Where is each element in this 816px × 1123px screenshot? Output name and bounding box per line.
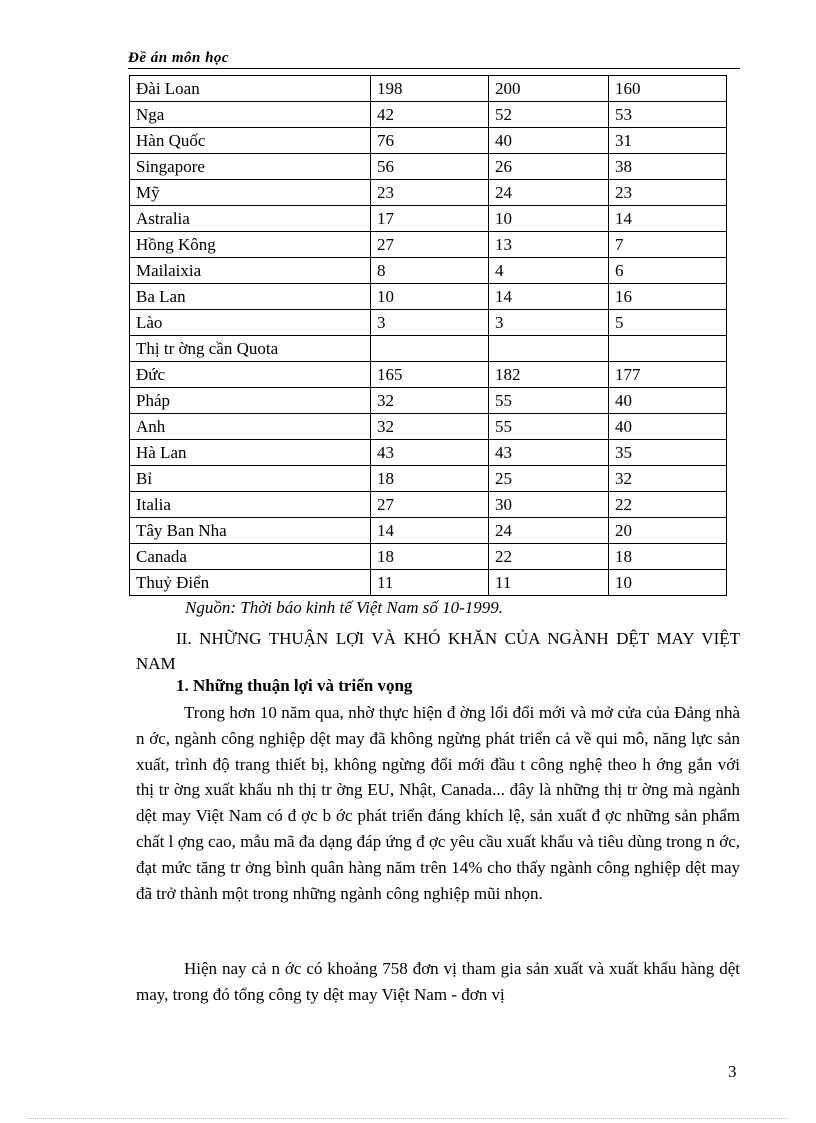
table-cell-market: Bỉ xyxy=(130,466,371,492)
table-row xyxy=(130,362,727,388)
subsection-heading: 1. Những thuận lợi và triển vọng xyxy=(176,676,413,695)
table-cell-value: 177 xyxy=(609,362,727,388)
table-cell-value: 160 xyxy=(609,76,727,102)
table-cell-market: Thuỷ Điển xyxy=(130,570,371,596)
table-cell-value xyxy=(371,336,489,362)
table-cell-market: Astralia xyxy=(130,206,371,232)
table-cell-value: 6 xyxy=(609,258,727,284)
table-cell-value xyxy=(489,336,609,362)
table-cell-value: 165 xyxy=(371,362,489,388)
table-body xyxy=(130,76,727,596)
table-cell-value: 25 xyxy=(489,466,609,492)
table-cell-value: 40 xyxy=(609,388,727,414)
table-cell-market: Mỹ xyxy=(130,180,371,206)
table-cell-market: Đức xyxy=(130,362,371,388)
table-cell-market: Ba Lan xyxy=(130,284,371,310)
table-cell-value: 4 xyxy=(489,258,609,284)
table-cell-value: 32 xyxy=(371,388,489,414)
body-paragraph: Trong hơn 10 năm qua, nhờ thực hiện đ ờng lối đổi mới và mở cửa của Đảng nhà n ớc, ngành công nghiệp dệt may đã không ngừng phát triển cả về qui mô, năng lực sản xuất, trình độ trang thiết bị, không ngừng đổi mới đầu t công nghệ theo h ớng gắn với thị tr ờng xuất khẩu nh thị tr ờng EU, Nhật, Canada... đây là những thị tr ờng mà ngành dệt may Việt Nam có đ ợc b ớc phát triển đáng khích lệ, sản xuất đ ợc những sản phẩm chất l ợng cao, mẫu mã đa dạng đáp ứng đ ợc yêu cầu xuất khẩu và tiêu dùng trong n ớc, đạt mức tăng tr ởng bình quân hàng năm trên 14% cho thấy ngành công nghiệp dệt may đã trở thành một trong những ngành công nghiệp mũi nhọn. xyxy=(136,703,740,903)
table-row xyxy=(130,154,727,180)
table-cell-value: 24 xyxy=(489,180,609,206)
table-cell-value: 198 xyxy=(371,76,489,102)
table-cell-value: 13 xyxy=(489,232,609,258)
table-cell-market: Hà Lan xyxy=(130,440,371,466)
table-cell-value: 56 xyxy=(371,154,489,180)
table-row xyxy=(130,258,727,284)
page-header-title: Đề án môn học xyxy=(128,50,230,66)
export-market-table xyxy=(129,75,727,596)
table-cell-value: 53 xyxy=(609,102,727,128)
table-cell-market: Hồng Kông xyxy=(130,232,371,258)
table-cell-value: 11 xyxy=(371,570,489,596)
table-cell-value: 16 xyxy=(609,284,727,310)
table-cell-value: 23 xyxy=(371,180,489,206)
table-cell-value: 55 xyxy=(489,414,609,440)
page-number: 3 xyxy=(728,1062,737,1081)
table-cell-value: 23 xyxy=(609,180,727,206)
table-cell-value: 182 xyxy=(489,362,609,388)
table-cell-market: Singapore xyxy=(130,154,371,180)
body-paragraph: Hiện nay cả n ớc có khoảng 758 đơn vị tham gia sản xuất và xuất khẩu hàng dệt may, trong đó tổng công ty dệt may Việt Nam - đơn vị xyxy=(136,959,740,1004)
table-cell-value: 10 xyxy=(609,570,727,596)
table-cell-value: 40 xyxy=(609,414,727,440)
table-cell-value: 43 xyxy=(371,440,489,466)
table-cell-value: 200 xyxy=(489,76,609,102)
table-row xyxy=(130,466,727,492)
table-row xyxy=(130,180,727,206)
table-cell-value: 43 xyxy=(489,440,609,466)
table-cell-value: 20 xyxy=(609,518,727,544)
table-row xyxy=(130,336,727,362)
table-cell-value: 3 xyxy=(489,310,609,336)
table-cell-value: 55 xyxy=(489,388,609,414)
table-cell-market: Thị tr ờng cần Quota xyxy=(130,336,371,362)
table-cell-value: 27 xyxy=(371,492,489,518)
table-row xyxy=(130,388,727,414)
table-cell-value: 18 xyxy=(609,544,727,570)
table-source-note: Nguồn: Thời báo kinh tế Việt Nam số 10-1999. xyxy=(185,598,504,617)
table-row xyxy=(130,440,727,466)
table-cell-value: 5 xyxy=(609,310,727,336)
table-row xyxy=(130,570,727,596)
table-cell-value: 40 xyxy=(489,128,609,154)
table-cell-market: Tây Ban Nha xyxy=(130,518,371,544)
page-bottom-divider xyxy=(28,1118,788,1119)
table-cell-market: Nga xyxy=(130,102,371,128)
table-cell-value: 26 xyxy=(489,154,609,180)
table-row xyxy=(130,310,727,336)
table-cell-market: Pháp xyxy=(130,388,371,414)
table-cell-value: 31 xyxy=(609,128,727,154)
table-row xyxy=(130,206,727,232)
table-cell-value: 17 xyxy=(371,206,489,232)
table-cell-value: 32 xyxy=(609,466,727,492)
table-cell-value: 14 xyxy=(609,206,727,232)
table-cell-value: 18 xyxy=(371,544,489,570)
table-row xyxy=(130,76,727,102)
section-heading: II. NHỮNG THUẬN LỢI VÀ KHÓ KHĂN CỦA NGÀNH DỆT MAY VIỆT NAM xyxy=(136,629,740,673)
table-row xyxy=(130,492,727,518)
table-cell-value: 10 xyxy=(489,206,609,232)
table-row xyxy=(130,102,727,128)
table-cell-market: Canada xyxy=(130,544,371,570)
table-row xyxy=(130,232,727,258)
table-row xyxy=(130,128,727,154)
table-row xyxy=(130,414,727,440)
table-row xyxy=(130,284,727,310)
table-cell-market: Hàn Quốc xyxy=(130,128,371,154)
table-cell-value: 22 xyxy=(609,492,727,518)
table-cell-value xyxy=(609,336,727,362)
table-cell-value: 8 xyxy=(371,258,489,284)
table-cell-value: 3 xyxy=(371,310,489,336)
table-cell-value: 32 xyxy=(371,414,489,440)
table-cell-value: 11 xyxy=(489,570,609,596)
table-cell-value: 10 xyxy=(371,284,489,310)
table-cell-market: Anh xyxy=(130,414,371,440)
table-row xyxy=(130,518,727,544)
table-cell-value: 14 xyxy=(371,518,489,544)
table-cell-market: Đài Loan xyxy=(130,76,371,102)
table-cell-value: 42 xyxy=(371,102,489,128)
table-cell-market: Italia xyxy=(130,492,371,518)
table-cell-value: 52 xyxy=(489,102,609,128)
table-cell-value: 22 xyxy=(489,544,609,570)
table-cell-market: Mailaixia xyxy=(130,258,371,284)
table-cell-value: 18 xyxy=(371,466,489,492)
table-cell-value: 24 xyxy=(489,518,609,544)
table-row xyxy=(130,544,727,570)
table-cell-value: 35 xyxy=(609,440,727,466)
table-cell-market: Lào xyxy=(130,310,371,336)
table-cell-value: 14 xyxy=(489,284,609,310)
table-cell-value: 7 xyxy=(609,232,727,258)
table-cell-value: 27 xyxy=(371,232,489,258)
table-cell-value: 30 xyxy=(489,492,609,518)
table-cell-value: 38 xyxy=(609,154,727,180)
header-divider xyxy=(128,68,740,69)
table-cell-value: 76 xyxy=(371,128,489,154)
